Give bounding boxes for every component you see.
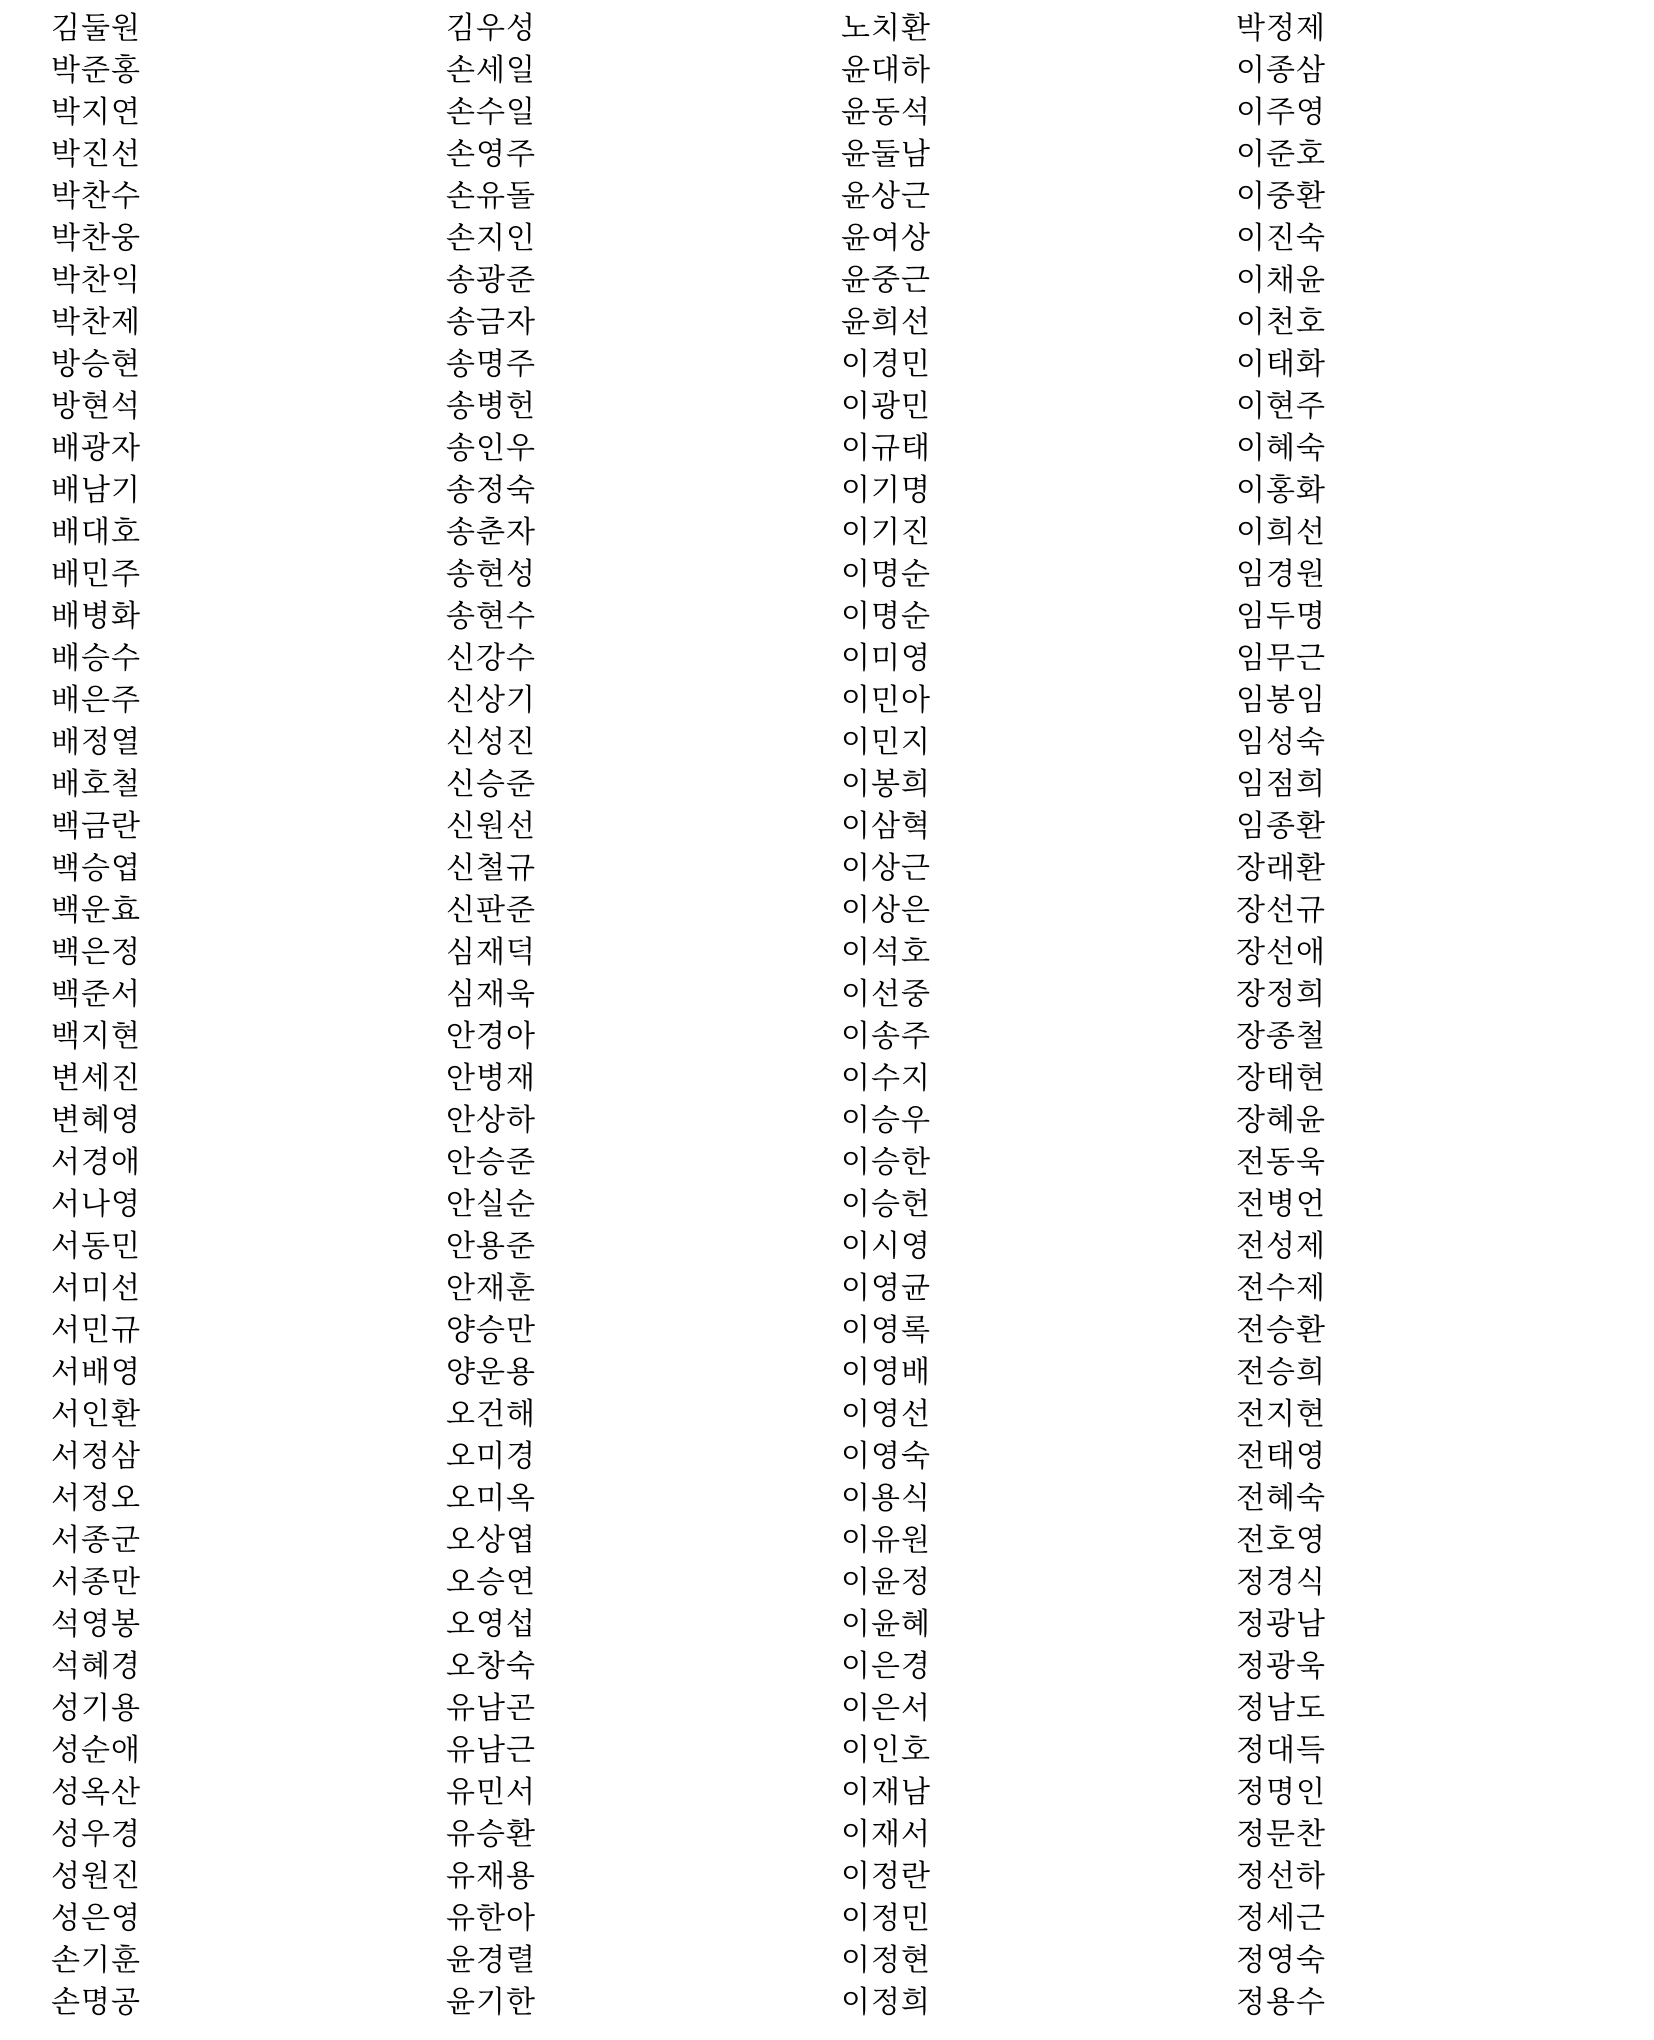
name-entry: 장정희	[1236, 977, 1326, 1012]
name-entry: 서경애	[51, 1145, 141, 1180]
name-entry: 이은경	[841, 1649, 931, 1684]
name-entry: 백은정	[51, 935, 141, 970]
name-entry: 신강수	[446, 641, 536, 676]
name-entry: 정남도	[1236, 1691, 1326, 1726]
name-entry: 전동욱	[1236, 1145, 1326, 1180]
name-entry: 송현성	[446, 557, 536, 592]
name-entry: 이영숙	[841, 1439, 931, 1474]
name-entry: 서정삼	[51, 1439, 141, 1474]
name-entry: 전병언	[1236, 1187, 1326, 1222]
name-entry: 이석호	[841, 935, 931, 970]
name-entry: 이재서	[841, 1817, 931, 1852]
name-entry: 석영봉	[51, 1607, 141, 1642]
name-entry: 변혜영	[51, 1103, 141, 1138]
name-entry: 정용수	[1236, 1985, 1326, 2020]
name-entry: 석혜경	[51, 1649, 141, 1684]
name-entry: 이홍화	[1236, 473, 1326, 508]
name-entry: 안용준	[446, 1229, 536, 1264]
name-entry: 전호영	[1236, 1523, 1326, 1558]
name-entry: 서민규	[51, 1313, 141, 1348]
name-entry: 오미옥	[446, 1481, 536, 1516]
name-entry: 장태현	[1236, 1061, 1326, 1096]
name-entry: 정대득	[1236, 1733, 1326, 1768]
name-entry: 손수일	[446, 95, 536, 130]
name-entry: 성원진	[51, 1859, 141, 1894]
name-entry: 서종만	[51, 1565, 141, 1600]
name-entry: 이윤정	[841, 1565, 931, 1600]
name-entry: 이민지	[841, 725, 931, 760]
name-entry: 장선규	[1236, 893, 1326, 928]
name-entry: 윤기한	[446, 1985, 536, 2020]
name-entry: 배호철	[51, 767, 141, 802]
name-entry: 이명순	[841, 557, 931, 592]
name-entry: 이영선	[841, 1397, 931, 1432]
name-entry: 이유원	[841, 1523, 931, 1558]
name-entry: 윤대하	[841, 53, 931, 88]
name-entry: 이천호	[1236, 305, 1326, 340]
name-entry: 이정희	[841, 1985, 931, 2020]
name-entry: 배남기	[51, 473, 141, 508]
name-entry: 안실순	[446, 1187, 536, 1222]
name-entry: 백지현	[51, 1019, 141, 1054]
name-entry: 서인환	[51, 1397, 141, 1432]
name-entry: 송현수	[446, 599, 536, 634]
name-entry: 백준서	[51, 977, 141, 1012]
name-entry: 이영균	[841, 1271, 931, 1306]
name-entry: 전지현	[1236, 1397, 1326, 1432]
name-entry: 이선중	[841, 977, 931, 1012]
name-entry: 전수제	[1236, 1271, 1326, 1306]
name-entry: 송병헌	[446, 389, 536, 424]
name-entry: 서미선	[51, 1271, 141, 1306]
name-entry: 이광민	[841, 389, 931, 424]
name-entry: 이주영	[1236, 95, 1326, 130]
name-entry: 임무근	[1236, 641, 1326, 676]
name-entry: 이재남	[841, 1775, 931, 1810]
name-entry: 성순애	[51, 1733, 141, 1768]
name-entry: 서배영	[51, 1355, 141, 1390]
name-entry: 이규태	[841, 431, 931, 466]
name-entry: 안재훈	[446, 1271, 536, 1306]
name-entry: 손유돌	[446, 179, 536, 214]
name-list	[51, 8, 1611, 2024]
name-entry: 신철규	[446, 851, 536, 886]
name-entry: 윤여상	[841, 221, 931, 256]
name-entry: 이수지	[841, 1061, 931, 1096]
name-entry: 이현주	[1236, 389, 1326, 424]
name-entry: 임두명	[1236, 599, 1326, 634]
name-entry: 배정열	[51, 725, 141, 760]
name-entry: 이기진	[841, 515, 931, 550]
name-entry: 정세근	[1236, 1901, 1326, 1936]
name-entry: 이혜숙	[1236, 431, 1326, 466]
name-entry: 이채윤	[1236, 263, 1326, 298]
name-entry: 이정민	[841, 1901, 931, 1936]
name-entry: 이용식	[841, 1481, 931, 1516]
name-entry: 이승헌	[841, 1187, 931, 1222]
name-entry: 이삼혁	[841, 809, 931, 844]
name-entry: 정문찬	[1236, 1817, 1326, 1852]
name-entry: 이영록	[841, 1313, 931, 1348]
name-entry: 성기용	[51, 1691, 141, 1726]
name-entry: 안경아	[446, 1019, 536, 1054]
name-entry: 송정숙	[446, 473, 536, 508]
name-entry: 전혜숙	[1236, 1481, 1326, 1516]
name-entry: 성우경	[51, 1817, 141, 1852]
name-entry: 이미영	[841, 641, 931, 676]
name-entry: 안병재	[446, 1061, 536, 1096]
name-entry: 송명주	[446, 347, 536, 382]
name-entry: 박정제	[1236, 11, 1326, 46]
name-entry: 이태화	[1236, 347, 1326, 382]
name-entry: 정선하	[1236, 1859, 1326, 1894]
name-entry: 박찬제	[51, 305, 141, 340]
name-entry: 이인호	[841, 1733, 931, 1768]
name-entry: 장혜윤	[1236, 1103, 1326, 1138]
name-entry: 윤경렬	[446, 1943, 536, 1978]
name-entry: 배광자	[51, 431, 141, 466]
name-entry: 이상은	[841, 893, 931, 928]
name-entry: 이은서	[841, 1691, 931, 1726]
name-entry: 김우성	[446, 11, 536, 46]
name-entry: 이정현	[841, 1943, 931, 1978]
name-entry: 노치환	[841, 11, 931, 46]
name-entry: 정영숙	[1236, 1943, 1326, 1978]
name-entry: 이승한	[841, 1145, 931, 1180]
name-entry: 배민주	[51, 557, 141, 592]
name-entry: 윤상근	[841, 179, 931, 214]
name-entry: 방승현	[51, 347, 141, 382]
name-entry: 임봉임	[1236, 683, 1326, 718]
name-entry: 임경원	[1236, 557, 1326, 592]
name-entry: 윤희선	[841, 305, 931, 340]
name-entry: 신상기	[446, 683, 536, 718]
name-entry: 박준홍	[51, 53, 141, 88]
name-entry: 이희선	[1236, 515, 1326, 550]
name-entry: 유민서	[446, 1775, 536, 1810]
name-entry: 전성제	[1236, 1229, 1326, 1264]
name-entry: 손세일	[446, 53, 536, 88]
name-entry: 이경민	[841, 347, 931, 382]
name-entry: 장래환	[1236, 851, 1326, 886]
name-entry: 윤동석	[841, 95, 931, 130]
name-entry: 서나영	[51, 1187, 141, 1222]
name-entry: 송인우	[446, 431, 536, 466]
name-entry: 박지연	[51, 95, 141, 130]
name-entry: 손명공	[51, 1985, 141, 2020]
name-entry: 오영섭	[446, 1607, 536, 1642]
name-entry: 장선애	[1236, 935, 1326, 970]
name-entry: 이영배	[841, 1355, 931, 1390]
name-entry: 이봉희	[841, 767, 931, 802]
name-entry: 이정란	[841, 1859, 931, 1894]
name-entry: 서종군	[51, 1523, 141, 1558]
name-entry: 정명인	[1236, 1775, 1326, 1810]
name-entry: 오상엽	[446, 1523, 536, 1558]
name-entry: 이명순	[841, 599, 931, 634]
name-entry: 이준호	[1236, 137, 1326, 172]
name-entry: 서동민	[51, 1229, 141, 1264]
name-entry: 성옥산	[51, 1775, 141, 1810]
name-entry: 이승우	[841, 1103, 931, 1138]
name-entry: 이시영	[841, 1229, 931, 1264]
name-entry: 송금자	[446, 305, 536, 340]
name-entry: 변세진	[51, 1061, 141, 1096]
name-entry: 유남근	[446, 1733, 536, 1768]
name-entry: 이송주	[841, 1019, 931, 1054]
name-entry: 김둘원	[51, 11, 141, 46]
name-entry: 전승희	[1236, 1355, 1326, 1390]
name-entry: 심재욱	[446, 977, 536, 1012]
name-entry: 임종환	[1236, 809, 1326, 844]
name-entry: 백금란	[51, 809, 141, 844]
name-entry: 성은영	[51, 1901, 141, 1936]
name-entry: 배은주	[51, 683, 141, 718]
name-entry: 안상하	[446, 1103, 536, 1138]
name-entry: 양승만	[446, 1313, 536, 1348]
name-entry: 방현석	[51, 389, 141, 424]
name-entry: 신판준	[446, 893, 536, 928]
name-entry: 오건해	[446, 1397, 536, 1432]
name-entry: 이윤혜	[841, 1607, 931, 1642]
name-entry: 신원선	[446, 809, 536, 844]
name-entry: 이민아	[841, 683, 931, 718]
name-entry: 윤둘남	[841, 137, 931, 172]
name-entry: 이기명	[841, 473, 931, 508]
name-entry: 임점희	[1236, 767, 1326, 802]
name-entry: 배승수	[51, 641, 141, 676]
name-entry: 오승연	[446, 1565, 536, 1600]
name-entry: 이상근	[841, 851, 931, 886]
name-entry: 서정오	[51, 1481, 141, 1516]
name-entry: 백승엽	[51, 851, 141, 886]
name-entry: 송춘자	[446, 515, 536, 550]
name-entry: 전승환	[1236, 1313, 1326, 1348]
name-entry: 유남곤	[446, 1691, 536, 1726]
name-entry: 박찬웅	[51, 221, 141, 256]
name-entry: 오창숙	[446, 1649, 536, 1684]
name-entry: 정경식	[1236, 1565, 1326, 1600]
name-entry: 유승환	[446, 1817, 536, 1852]
name-entry: 유재용	[446, 1859, 536, 1894]
name-entry: 이종삼	[1236, 53, 1326, 88]
name-entry: 배병화	[51, 599, 141, 634]
name-entry: 백운효	[51, 893, 141, 928]
name-entry: 윤중근	[841, 263, 931, 298]
name-entry: 손기훈	[51, 1943, 141, 1978]
name-entry: 신성진	[446, 725, 536, 760]
name-entry: 손지인	[446, 221, 536, 256]
name-entry: 이중환	[1236, 179, 1326, 214]
name-entry: 양운용	[446, 1355, 536, 1390]
name-entry: 정광남	[1236, 1607, 1326, 1642]
name-entry: 박진선	[51, 137, 141, 172]
name-entry: 손영주	[446, 137, 536, 172]
name-entry: 장종철	[1236, 1019, 1326, 1054]
name-entry: 정광욱	[1236, 1649, 1326, 1684]
name-entry: 임성숙	[1236, 725, 1326, 760]
name-entry: 이진숙	[1236, 221, 1326, 256]
name-entry: 전태영	[1236, 1439, 1326, 1474]
name-entry: 유한아	[446, 1901, 536, 1936]
name-entry: 오미경	[446, 1439, 536, 1474]
name-entry: 신승준	[446, 767, 536, 802]
name-entry: 안승준	[446, 1145, 536, 1180]
name-entry: 송광준	[446, 263, 536, 298]
name-entry: 배대호	[51, 515, 141, 550]
name-entry: 박찬익	[51, 263, 141, 298]
name-entry: 박찬수	[51, 179, 141, 214]
name-entry: 심재덕	[446, 935, 536, 970]
